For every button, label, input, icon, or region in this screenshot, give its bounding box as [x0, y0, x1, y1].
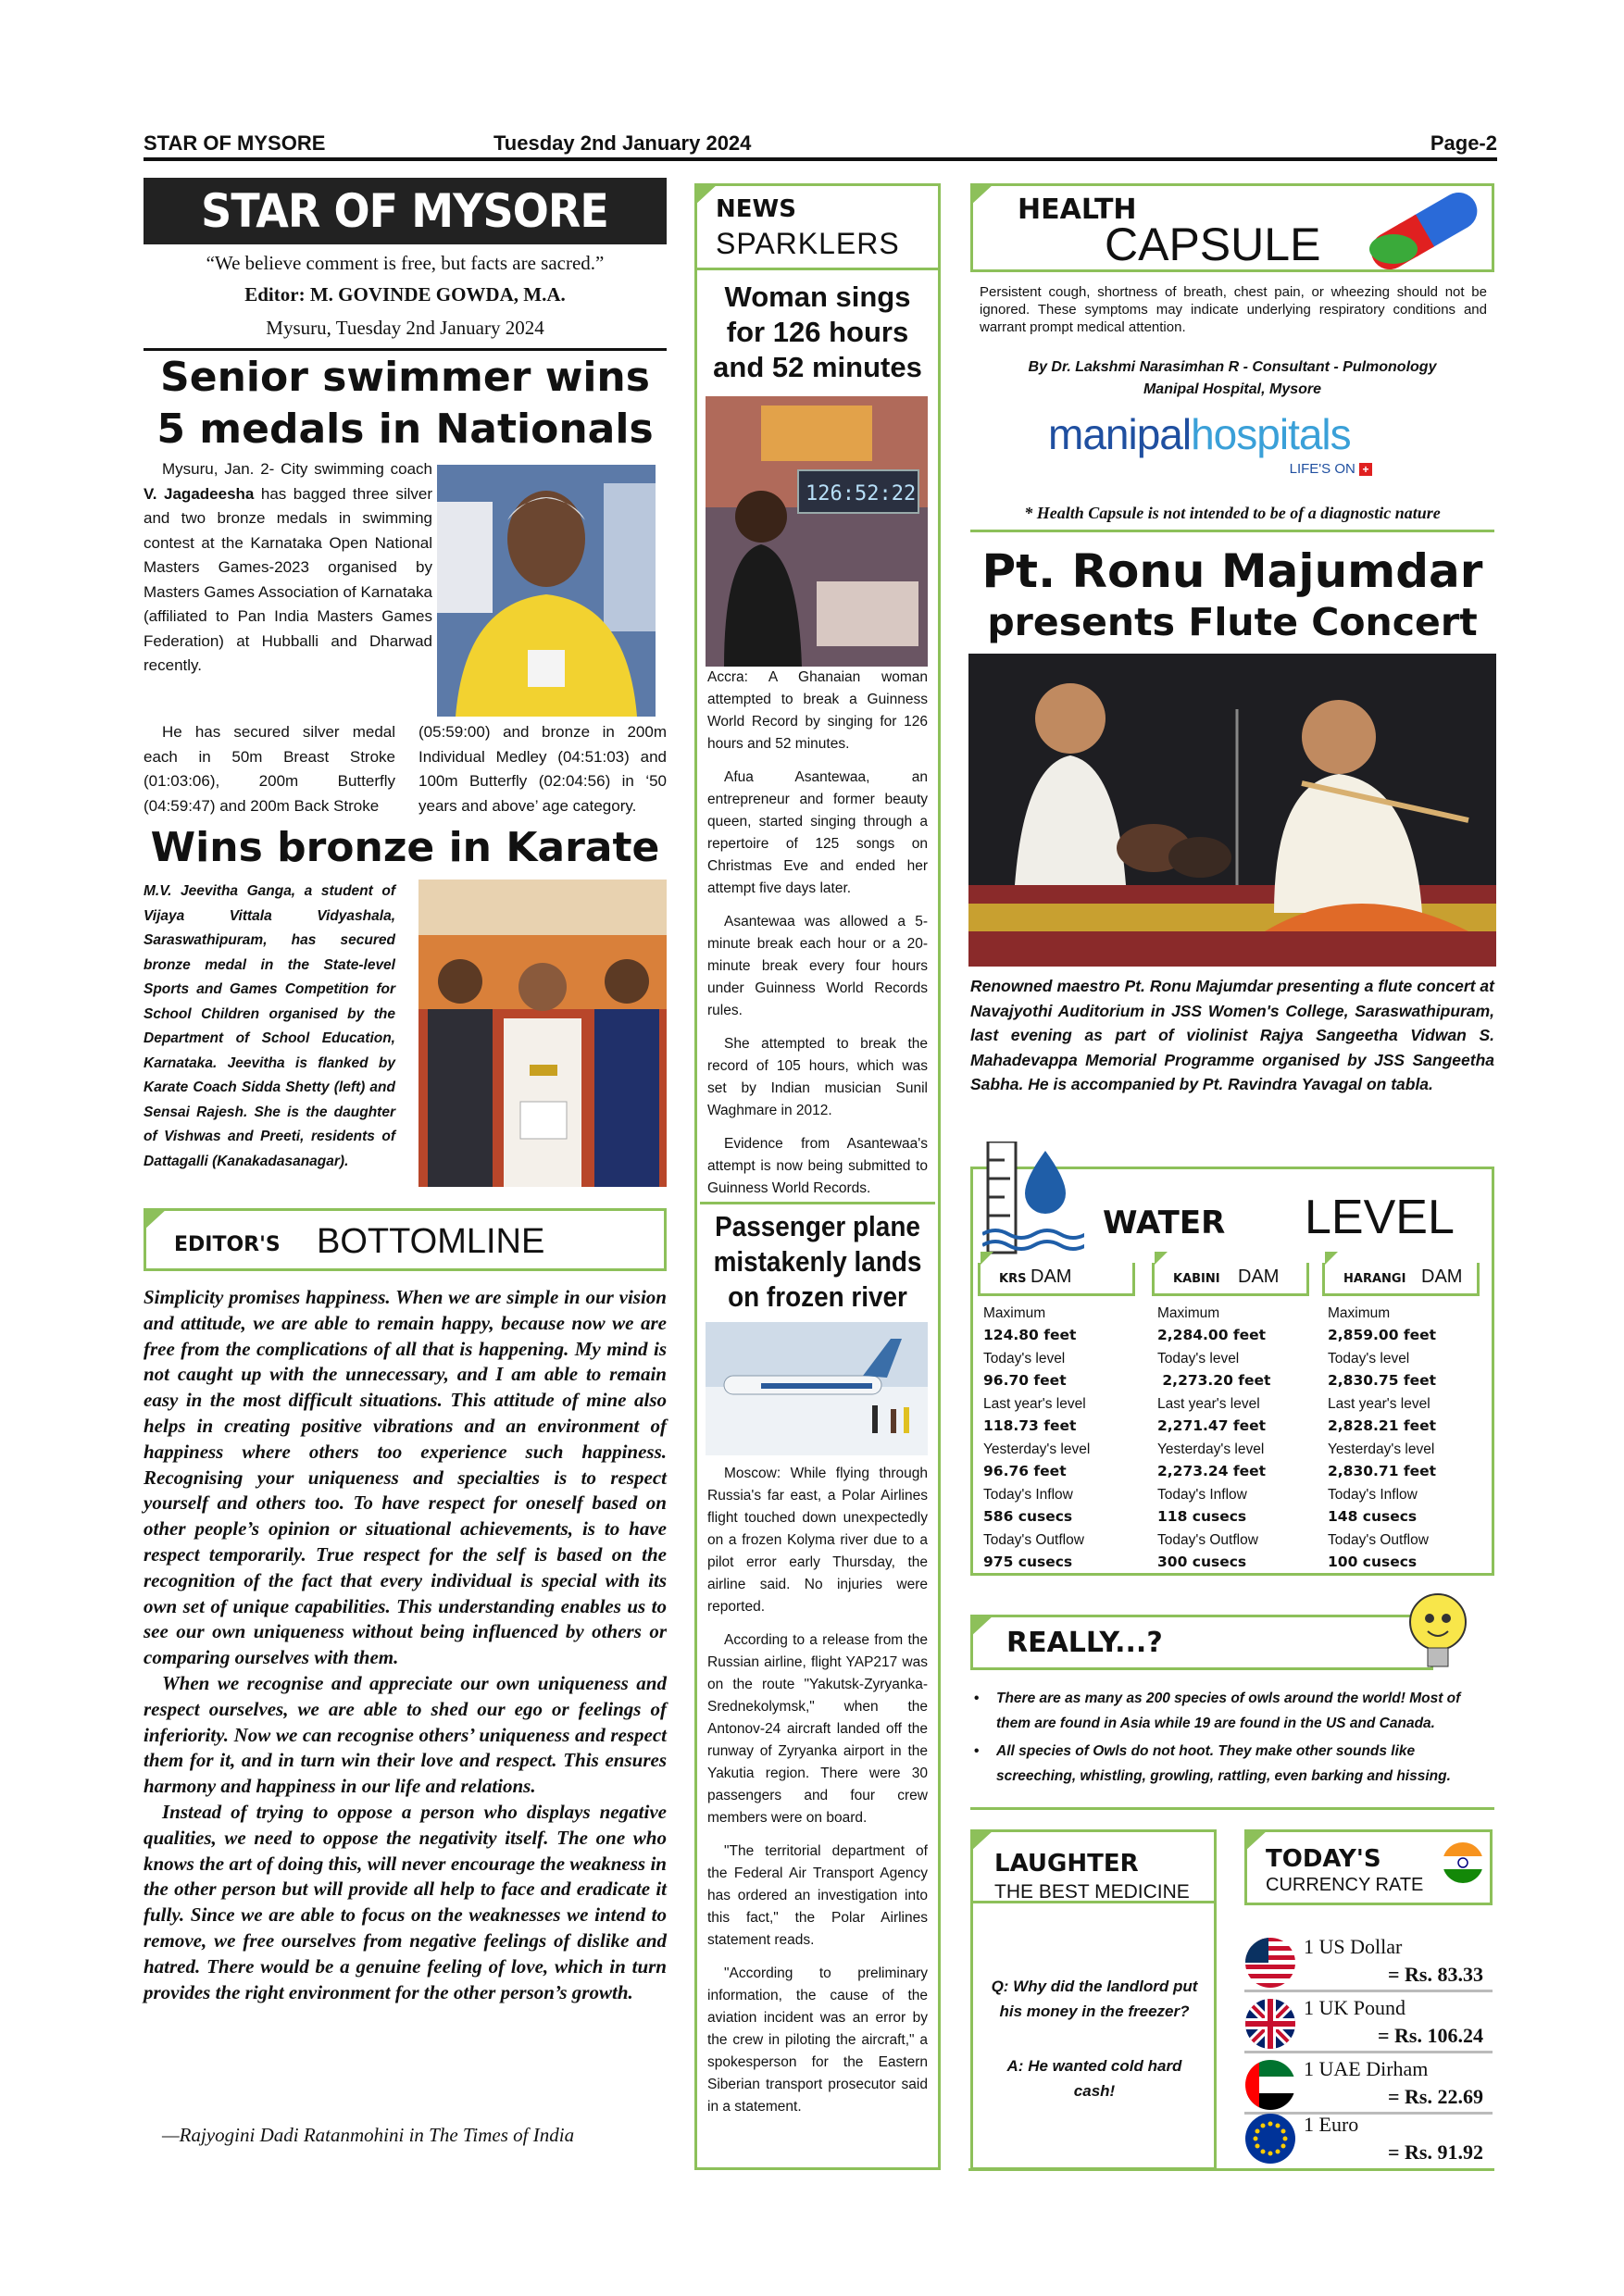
dam-row-value: 2,828.21 feet [1328, 1417, 1437, 1434]
dam-row-value: 100 cusecs [1328, 1554, 1418, 1570]
dam-row-label: Last year's level [983, 1396, 1086, 1412]
dam-row-value: 96.70 feet [983, 1372, 1067, 1389]
swimmer-headline-1: Senior swimmer wins [160, 354, 650, 401]
news-s1-p1: Accra: A Ghanaian woman attempted to break a Guinness World Record by singing for 126 hours and 52 minutes. [707, 669, 928, 752]
concert-photo [968, 654, 1496, 967]
manipal-tagline [1290, 461, 1372, 477]
dam-row-label: Maximum [1328, 1305, 1391, 1321]
currency-name: 1 US Dollar [1304, 1935, 1403, 1958]
masthead-dateline: Mysuru, Tuesday 2nd January 2024 [266, 317, 544, 339]
editors-bottomline-box [144, 1208, 667, 1271]
masthead-title: STAR OF MYSORE [201, 184, 609, 238]
dam-row-label: Today's level [1328, 1351, 1410, 1366]
news-story-2 [707, 1463, 928, 2118]
manipal-logo [1048, 409, 1418, 483]
dam-row-value: 2,830.75 feet [1328, 1372, 1437, 1389]
really-label: REALLY...? [1006, 1627, 1163, 1659]
dam-row-label: Today's Inflow [983, 1487, 1073, 1503]
header-page-number: Page-2 [1430, 131, 1497, 155]
karate-photo-art [418, 880, 667, 1187]
really-list [972, 1687, 1494, 1789]
health-corner-flag [970, 183, 994, 206]
manipal-logo-part-b: hospitals [1191, 410, 1351, 458]
dam-header [1152, 1263, 1309, 1296]
masthead-editor: Editor: M. GOVINDE GOWDA, M.A. [244, 283, 566, 306]
news-headline-1: Woman sings for 126 hours and 52 minutes [713, 281, 922, 383]
dam-row-value: 118 cusecs [1157, 1508, 1247, 1525]
currency-value: = Rs. 91.92 [1388, 2140, 1483, 2164]
dam-row-value: 124.80 feet [983, 1327, 1077, 1343]
currency-value: = Rs. 83.33 [1388, 1963, 1483, 1986]
news-s2-p3: "The territorial department of the Federal Air Transport Agency has ordered an investigation into this fact," the Polar Airlines statement reads. [707, 1843, 928, 1948]
health-text: Persistent cough, shortness of breath, chest pain, or wheezing should not be ignored. These symptoms may indicate underlying respiratory conditions and warrant prompt medical attention. [980, 284, 1487, 335]
dam-row-label: Today's level [1157, 1351, 1240, 1366]
dam-name-bold: HARANGI [1343, 1272, 1406, 1286]
water-label-bold: WATER [1103, 1204, 1226, 1242]
news-s1-p5: Evidence from Asantewaa's attempt is now being submitted to Guinness World Records. [707, 1136, 928, 1196]
karate-headline: Wins bronze in Karate [150, 824, 660, 871]
red-cross-icon: + [1359, 463, 1372, 476]
currency-frame-bottom [968, 2168, 1494, 2171]
india-flag-icon [1442, 1841, 1484, 1884]
water-label-light: LEVEL [1305, 1191, 1455, 1244]
dam-header [978, 1263, 1135, 1296]
dam-row-value: 586 cusecs [983, 1508, 1073, 1525]
dam-row-label: Today's Outflow [983, 1532, 1084, 1548]
dam-row-value: 2,284.00 feet [1157, 1327, 1267, 1343]
page-header [144, 130, 1497, 161]
laughter-label-bold: LAUGHTER [994, 1850, 1139, 1878]
header-paper-name: STAR OF MYSORE [144, 131, 326, 155]
dam-row-value: 2,273.24 feet [1157, 1463, 1267, 1479]
swimmer-paragraph-1 [144, 457, 432, 679]
header-date: Tuesday 2nd January 2024 [493, 131, 752, 155]
dam-row-label: Today's Inflow [1157, 1487, 1247, 1503]
health-label-bold: HEALTH [1018, 193, 1137, 226]
masthead-rule [144, 348, 667, 351]
swimmer-photo-art [437, 465, 656, 717]
dam-row-label: Today's Outflow [1157, 1532, 1258, 1548]
plane-photo-art [706, 1322, 928, 1455]
currency-label-light: CURRENCY RATE [1266, 1875, 1424, 1895]
concert-headline-2: presents Flute Concert [987, 600, 1478, 644]
dam-row-value: 975 cusecs [983, 1554, 1073, 1570]
currency-name: 1 Euro [1304, 2113, 1359, 2136]
laughter-answer: A: He wanted cold hard cash! [1006, 2057, 1182, 2100]
swimmer-paragraph-2-right: (05:59:00) and bronze in 200m Individual Medley (04:51:03) and 100m Butterfly (02:04:56) in ‘50 years and above’ age category. [418, 723, 667, 815]
really-corner-flag [970, 1615, 994, 1637]
dam-row-label: Maximum [983, 1305, 1046, 1321]
dam-row-value: 148 cusecs [1328, 1508, 1418, 1525]
bullet-icon: • [974, 1743, 980, 1759]
dam-name: DAM [1238, 1267, 1280, 1287]
news-s2-p4: "According to preliminary information, the cause of the aviation incident was an error by the crew in piloting the aircraft," a spokesperson for the Eastern Siberian transport prosecutor said in a statement. [707, 1965, 928, 2115]
concert-headline-1: Pt. Ronu Majumdar [981, 544, 1483, 598]
dam-header [1322, 1263, 1480, 1296]
dam-row-label: Maximum [1157, 1305, 1220, 1321]
uae-flag-icon [1244, 2059, 1296, 2111]
plane-photo [706, 1322, 928, 1455]
dam-row-value: 96.76 feet [983, 1463, 1067, 1479]
currency-value: = Rs. 22.69 [1388, 2085, 1483, 2108]
news-label-light: SPARKLERS [716, 227, 900, 260]
swimmer-text-c: has bagged three silver and two bronze medals in swimming contest at the Karnataka Open National Masters Games-2023 organised by Masters Games Association of Karnataka (affiliated to Pan India Masters Games Federation) at Hubballi and Dharwad recently. [144, 484, 432, 674]
masthead-banner [144, 178, 667, 244]
currency-row [1244, 2055, 1493, 2115]
really-box [970, 1615, 1433, 1670]
editors-label-bold: EDITOR'S [174, 1233, 281, 1256]
really-item [972, 1687, 1494, 1736]
eu-flag-icon [1244, 2113, 1296, 2165]
dam-name-bold: KABINI [1173, 1272, 1220, 1286]
singer-timer-display: 126:52:22 [806, 482, 917, 505]
concert-photo-art [968, 654, 1496, 967]
dam-corner-flag [1325, 1252, 1338, 1265]
singer-photo [706, 396, 928, 667]
us-flag-icon [1244, 1937, 1296, 1989]
really-item-text: All species of Owls do not hoot. They make other sounds like screeching, whistling, growling, rattling, even barking and hissing. [996, 1743, 1451, 1784]
news-sparklers-label-box [694, 183, 941, 270]
dam-row-label: Yesterday's level [1328, 1441, 1435, 1457]
currency-label-bold: TODAY'S [1266, 1845, 1381, 1873]
dam-row-value: 2,859.00 feet [1328, 1327, 1437, 1343]
currency-label-box [1244, 1829, 1493, 1905]
dam-row-label: Today's level [983, 1351, 1066, 1366]
dam-corner-flag [1155, 1252, 1168, 1265]
news-divider [700, 1202, 935, 1204]
dam-name-bold: KRS [999, 1272, 1027, 1286]
editors-label-light: BOTTOMLINE [317, 1222, 545, 1261]
dam-row-value: 118.73 feet [983, 1417, 1077, 1434]
news-label-bold: NEWS [716, 195, 796, 223]
laughter-label-light: THE BEST MEDICINE [994, 1881, 1190, 1903]
currency-name: 1 UK Pound [1304, 1996, 1406, 2019]
editors-credit: —Rajyogini Dadi Ratanmohini in The Times of India [162, 2124, 575, 2146]
currency-value: = Rs. 106.24 [1378, 2024, 1483, 2047]
health-label-light: CAPSULE [1105, 218, 1321, 270]
really-item [972, 1740, 1494, 1789]
karate-caption: M.V. Jeevitha Ganga, a student of Vijaya Vittala Vidyashala, Saraswathipuram, has secured bronze medal in the State-level Sports and Games Competition for School Children organised by the Department of School Education, Karnataka. Jeevitha is flanked by Karate Coach Sidda Shetty (left) and Sensai Rajesh. She is the daughter of Vishwas and Preeti, residents of Dattagalli (Kanakadasanagar). [144, 883, 395, 1169]
masthead-motto: “We believe comment is free, but facts are sacred.” [206, 252, 605, 274]
swimmer-photo [437, 465, 656, 717]
editors-paragraph-1: Simplicity promises happiness. When we are simple in our vision and attitude, we are able to remain happy, because now we are free from the complications of all that is happening. My mind is not caught up with the unnecessary, and I am able to remain easy in the most difficult situations. This attitude of mine also helps in creating positive vibrations and an environment of happiness where others too experience such happiness. Recognising your uniqueness and specialties is to respect yourself and others too. To have respect for oneself based on other people’s opinion or situational achievements, is to have respect temporarily. True respect for the self is based on the recognition of the fact that every individual is special with its own set of unique capabilities. This understanding enables us to see our own uniqueness without being influenced by others or comparing ourselves with them. [144, 1286, 667, 1669]
health-byline-1: By Dr. Lakshmi Narasimhan R - Consultant - Pulmonology [1028, 359, 1437, 375]
capsule-pill-icon [1356, 190, 1493, 271]
news-headline-2: Passenger plane mistakenly lands on frozen river [713, 1210, 922, 1313]
uk-flag-icon [1244, 1998, 1296, 2050]
editors-corner-flag [144, 1208, 168, 1230]
editors-paragraph-3: Instead of trying to oppose a person who displays negative qualities, we need to oppose the negativity itself. The one who knows the art of doing this, will never encourage the weakness in the other person but will provide all help to face and eradicate it fully. Since we are able to focus on the weaknesses we intend to remove, we free ourselves from negative feelings of dislike and hatred. There would be a genuine feeling of love, which in turn provides the right environment for the other person’s growth. [144, 1800, 667, 2003]
news-s1-p2: Afua Asantewaa, an entrepreneur and former beauty queen, started singing through a repertoire of 125 songs on Christmas Eve and ended her attempt five days later. [707, 769, 928, 896]
water-gauge-icon [982, 1142, 1084, 1280]
currency-name: 1 UAE Dirham [1304, 2057, 1429, 2080]
dam-row-label: Last year's level [1157, 1396, 1260, 1412]
news-s2-p1: Moscow: While flying through Russia's far east, a Polar Airlines flight touched down unexpectedly on a frozen Kolyma river due to a pilot error early Thursday, the airline said. No injuries were reported. [707, 1466, 928, 1615]
editors-paragraph-2: When we recognise and appreciate our own uniqueness and respect ourselves, we are able to shed our ego or feelings of inferiority. Now we can recognise others’ uniqueness and respect them for it, and in turn win their love and respect. This ensures harmony and happiness in our life and relations. [144, 1671, 667, 1798]
really-item-text: There are as many as 200 species of owls around the world! Most of them are found in Asia while 19 are found in the US and Canada. [996, 1691, 1461, 1731]
editors-body [144, 1285, 667, 2005]
health-disclaimer: * Health Capsule is not intended to be of a diagnostic nature [1024, 504, 1441, 522]
dam-row-value: 2,271.47 feet [1157, 1417, 1267, 1434]
news-s2-p2: According to a release from the Russian airline, flight YAP217 was on the route "Yakutsk-Zyryanka-Srednekolymsk," when the Antonov-24 aircraft landed off the runway of Zyryanka airport in the Yakutia region. There were 30 passengers and four crew members were on board. [707, 1632, 928, 1826]
dam-row-label: Last year's level [1328, 1396, 1430, 1412]
dam-row-label: Today's Outflow [1328, 1532, 1429, 1548]
dam-row-value: 300 cusecs [1157, 1554, 1247, 1570]
news-s1-p3: Asantewaa was allowed a 5-minute break each hour or a 20-minute break every four hours under Guinness World Records rules. [707, 914, 928, 1018]
karate-photo [418, 880, 667, 1187]
dam-row-label: Yesterday's level [983, 1441, 1091, 1457]
dam-row-label: Today's Inflow [1328, 1487, 1418, 1503]
dam-name: DAM [1421, 1267, 1463, 1287]
dam-name: DAM [1031, 1267, 1072, 1287]
manipal-tagline-text: LIFE'S ON [1289, 461, 1355, 477]
really-bottom-rule [970, 1807, 1494, 1810]
dam-row-value: 2,830.71 feet [1328, 1463, 1437, 1479]
news-s1-p4: She attempted to break the record of 105 hours, which was set by Indian musician Sunil Waghmare in 2012. [707, 1036, 928, 1118]
laughter-question: Q: Why did the landlord put his money in the freezer? [991, 1978, 1198, 2020]
singer-photo-art [706, 396, 928, 667]
news-story-1 [707, 667, 928, 1200]
swimmer-headline-2: 5 medals in Nationals [156, 406, 654, 453]
health-capsule-box [970, 183, 1494, 272]
swimmer-coach-name: V. Jagadeesha [144, 484, 255, 503]
lightbulb-mascot-icon [1405, 1589, 1470, 1678]
dam-row-value: 2,273.20 feet [1157, 1372, 1271, 1389]
currency-row [1244, 1933, 1493, 1992]
bullet-icon: • [974, 1691, 980, 1706]
dam-corner-flag [981, 1252, 993, 1265]
health-bottom-rule [970, 530, 1494, 532]
concert-caption: Renowned maestro Pt. Ronu Majumdar presenting a flute concert at Navajyothi Auditorium in JSS Women's College, Saraswathipuram, last evening as part of violinist Rajya Sangeetha Vidwan S. Mahadevappa Memorial Programme organised by JSS Sangeetha Sabha. He is accompanied by Pt. Ravindra Yavagal on tabla. [970, 977, 1494, 1094]
currency-row [1244, 2111, 1493, 2166]
swimmer-text-a: Mysuru, Jan. 2- City swimming coach [162, 460, 432, 478]
dam-row-label: Yesterday's level [1157, 1441, 1265, 1457]
currency-row [1244, 1994, 1493, 2053]
manipal-logo-part-a: manipal [1048, 410, 1192, 458]
health-byline-2: Manipal Hospital, Mysore [1143, 381, 1322, 397]
swimmer-paragraph-2-left: He has secured silver medal each in 50m Breast Stroke (01:03:06), 200m Butterfly (04:59:47) and 200m Back Stroke [144, 723, 395, 815]
